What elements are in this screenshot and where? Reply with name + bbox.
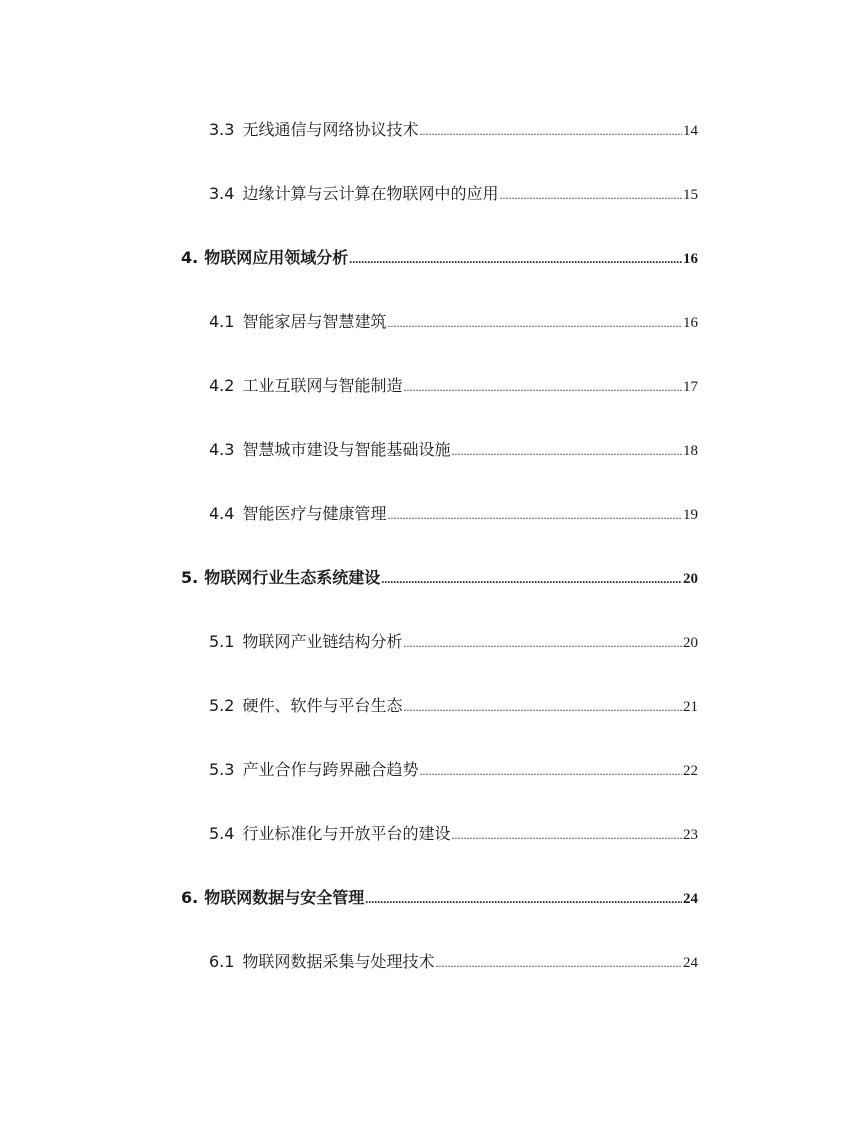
toc-entry-number: 3.3 bbox=[209, 120, 235, 139]
toc-entry-page: 21 bbox=[683, 699, 698, 715]
toc-entry-title: 硬件、软件与平台生态 bbox=[242, 696, 403, 715]
toc-entry-number: 4.4 bbox=[209, 504, 235, 523]
toc-entry-5-1[interactable] bbox=[209, 629, 698, 655]
toc-entry-number: 4.3 bbox=[209, 440, 235, 459]
toc-dot-leader bbox=[349, 246, 682, 272]
toc-entry-number: 5. bbox=[181, 568, 199, 587]
toc-entry-title: 产业合作与跨界融合趋势 bbox=[242, 760, 419, 779]
toc-entry-title: 智慧城市建设与智能基础设施 bbox=[242, 440, 451, 459]
toc-entry-page: 20 bbox=[683, 635, 698, 651]
toc-entry-title: 物联网应用领域分析 bbox=[204, 248, 349, 267]
toc-entry-4-2[interactable] bbox=[209, 373, 698, 399]
toc-entry-page: 14 bbox=[683, 123, 698, 139]
toc-entry-number: 5.2 bbox=[209, 696, 235, 715]
toc-entry-page: 15 bbox=[683, 187, 698, 203]
toc-entry-5[interactable] bbox=[181, 565, 698, 591]
toc-entry-5-2[interactable] bbox=[209, 693, 698, 719]
toc-entry-number: 3.4 bbox=[209, 184, 235, 203]
toc-dot-leader bbox=[435, 950, 682, 976]
toc-entry-title: 物联网产业链结构分析 bbox=[242, 632, 403, 651]
toc-dot-leader bbox=[419, 118, 682, 144]
toc-entry-page: 22 bbox=[683, 763, 698, 779]
toc-entry-title: 智能家居与智慧建筑 bbox=[242, 312, 387, 331]
toc-entry-page: 24 bbox=[683, 891, 698, 907]
toc-entry-page: 19 bbox=[683, 507, 698, 523]
toc-entry-3-3[interactable] bbox=[209, 117, 698, 143]
toc-entry-4-1[interactable] bbox=[209, 309, 698, 335]
toc-entry-4-3[interactable] bbox=[209, 437, 698, 463]
toc-dot-leader bbox=[387, 502, 682, 528]
toc-entry-page: 23 bbox=[683, 827, 698, 843]
toc-entry-title: 物联网数据与安全管理 bbox=[204, 888, 365, 907]
toc-entry-number: 6. bbox=[181, 888, 199, 907]
toc-entry-6-1[interactable] bbox=[209, 949, 698, 975]
toc-dot-leader bbox=[365, 886, 682, 912]
toc-entry-page: 16 bbox=[683, 251, 698, 267]
toc-entry-3-4[interactable] bbox=[209, 181, 698, 207]
toc-dot-leader bbox=[403, 694, 682, 720]
toc-entry-number: 4.2 bbox=[209, 376, 235, 395]
toc-dot-leader bbox=[451, 822, 682, 848]
toc-dot-leader bbox=[499, 182, 682, 208]
toc-entry-5-4[interactable] bbox=[209, 821, 698, 847]
toc-entry-title: 行业标准化与开放平台的建设 bbox=[242, 824, 451, 843]
toc-entry-page: 18 bbox=[683, 443, 698, 459]
toc-entry-title: 边缘计算与云计算在物联网中的应用 bbox=[242, 184, 499, 203]
toc-entry-4[interactable] bbox=[181, 245, 698, 271]
toc-entry-title: 智能医疗与健康管理 bbox=[242, 504, 387, 523]
toc-entry-title: 工业互联网与智能制造 bbox=[242, 376, 403, 395]
toc-entry-number: 5.4 bbox=[209, 824, 235, 843]
toc-entry-6[interactable] bbox=[181, 885, 698, 911]
toc-dot-leader bbox=[403, 630, 682, 656]
toc-dot-leader bbox=[403, 374, 682, 400]
toc-entry-number: 4. bbox=[181, 248, 199, 267]
toc-entry-page: 24 bbox=[683, 955, 698, 971]
toc-entry-page: 20 bbox=[683, 571, 698, 587]
toc-entry-number: 5.1 bbox=[209, 632, 235, 651]
toc-entry-page: 16 bbox=[683, 315, 698, 331]
toc-dot-leader bbox=[451, 438, 682, 464]
toc-dot-leader bbox=[419, 758, 682, 784]
toc-entry-5-3[interactable] bbox=[209, 757, 698, 783]
toc-dot-leader bbox=[387, 310, 682, 336]
toc-entry-page: 17 bbox=[683, 379, 698, 395]
toc-entry-number: 6.1 bbox=[209, 952, 235, 971]
toc-entry-number: 5.3 bbox=[209, 760, 235, 779]
toc-entry-number: 4.1 bbox=[209, 312, 235, 331]
toc-dot-leader bbox=[381, 566, 682, 592]
toc-entry-title: 物联网行业生态系统建设 bbox=[204, 568, 381, 587]
toc-entry-4-4[interactable] bbox=[209, 501, 698, 527]
toc-entry-title: 无线通信与网络协议技术 bbox=[242, 120, 419, 139]
toc-entry-title: 物联网数据采集与处理技术 bbox=[242, 952, 435, 971]
